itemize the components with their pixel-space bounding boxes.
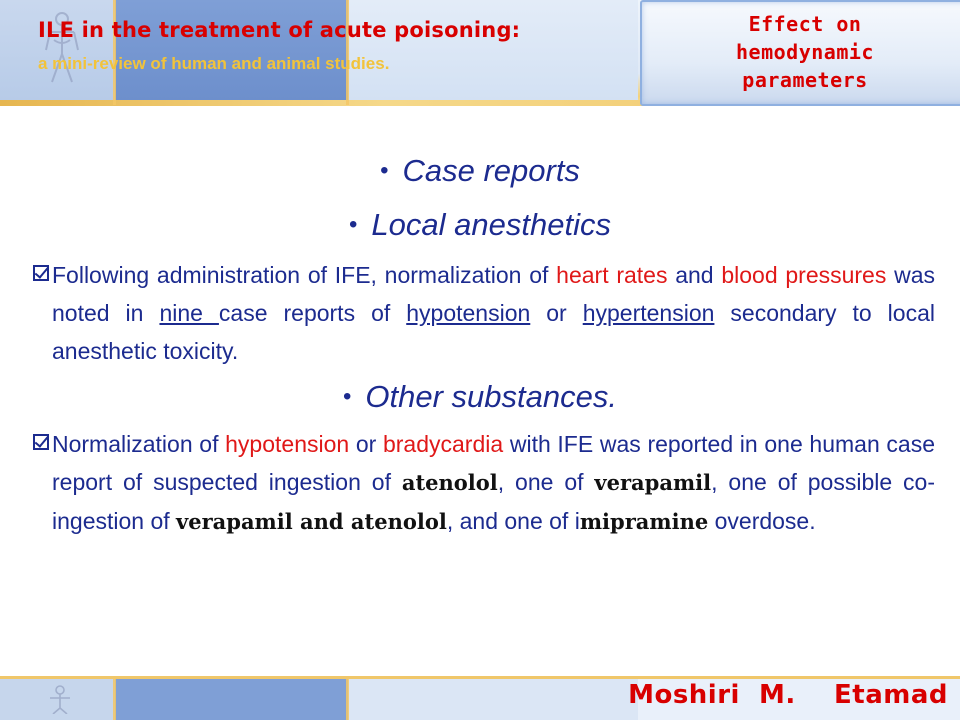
highlight-blood-pressures: blood pressures [721, 262, 887, 288]
text-run: , one of possible co-ingestion of [52, 469, 936, 534]
highlight-heart-rates: heart rates [556, 262, 668, 288]
drug-imipramine: mipramine [579, 509, 709, 534]
footer-band-segment [115, 678, 348, 720]
text-run: with IFE was reported in one human case report of suspected ingestion of [52, 431, 935, 495]
paragraph-other-substances [52, 425, 935, 541]
text-run: Following administration of IFE, normalization of [52, 262, 557, 288]
text-run: and [667, 262, 722, 288]
heading-text: Local anesthetics [371, 207, 611, 242]
heading-text: Case reports [402, 153, 580, 188]
text-run: Normalization of [52, 431, 226, 457]
effect-box-line: hemodynamic [736, 40, 874, 64]
footer-band-segment [348, 678, 638, 720]
text-run: was noted in [52, 262, 936, 326]
heading-local-anesthetics [0, 207, 960, 243]
drug-verapamil-atenolol: verapamil and atenolol [176, 509, 447, 534]
header-separator [113, 0, 116, 105]
heading-text: Other substances. [365, 379, 617, 414]
header-separator [346, 0, 349, 105]
bullet-dot: • [380, 157, 389, 184]
checkbox-icon [33, 434, 49, 450]
bullet-dot: • [349, 211, 358, 238]
text-run: or [530, 300, 583, 326]
drug-atenolol: atenolol [401, 470, 498, 495]
drug-verapamil: verapamil [594, 470, 712, 495]
paragraph-local-anesthetics [52, 256, 935, 370]
checkbox-icon [33, 265, 49, 281]
underline-nine: nine [159, 300, 219, 326]
header-band-segment [115, 0, 348, 100]
header-band-segment [348, 0, 638, 100]
underline-hypertension: hypertension [582, 300, 715, 326]
effect-box-line: parameters [742, 68, 868, 92]
effect-box-line: Effect on [748, 12, 862, 36]
footer-separator [346, 678, 349, 720]
footer-gold-line [0, 676, 960, 679]
underline-hypotension: hypotension [406, 300, 531, 326]
header-title: ILE in the treatment of acute poisoning: [38, 18, 521, 42]
text-run: overdose. [708, 508, 816, 534]
effect-box [640, 0, 960, 106]
effect-box-text [642, 10, 960, 94]
text-run: case reports of [218, 300, 407, 326]
heading-other-substances [0, 379, 960, 415]
text-run: secondary to local anesthetic toxicity. [52, 300, 935, 364]
heading-case-reports [0, 153, 960, 189]
bullet-dot: • [343, 383, 352, 410]
highlight-hypotension: hypotension [225, 431, 350, 457]
text-run: , one of [497, 469, 595, 495]
footer-separator [113, 678, 116, 720]
text-run: , and one of i [446, 508, 580, 534]
text-run: or [349, 431, 383, 457]
highlight-bradycardia: bradycardia [382, 431, 504, 457]
footer-author: Moshiri M. Etamad [628, 680, 948, 710]
header-subtitle: a mini-review of human and animal studies. [38, 54, 390, 73]
anatomy-figure-icon [40, 684, 80, 714]
